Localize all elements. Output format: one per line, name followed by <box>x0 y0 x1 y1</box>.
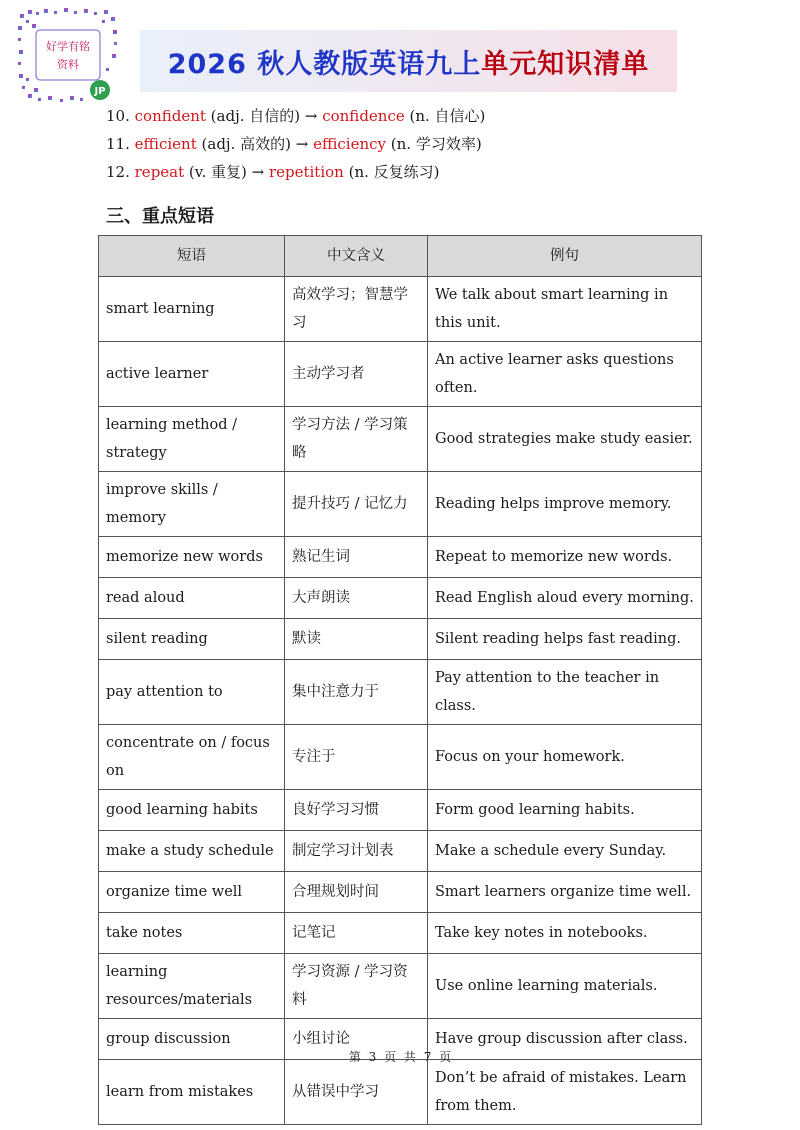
vocab-line <box>106 158 485 186</box>
table-row <box>99 913 702 954</box>
title-part-1: 2026 秋人教版 <box>167 48 370 80</box>
meaning-cell: 高效学习；智慧学习 <box>285 277 428 342</box>
example-cell: An active learner asks questions often. <box>428 342 702 407</box>
meaning-cell: 良好学习习惯 <box>285 790 428 831</box>
header-phrase: 短语 <box>99 236 285 277</box>
example-cell: Repeat to memorize new words. <box>428 537 702 578</box>
example-cell: Use online learning materials. <box>428 954 702 1019</box>
vocab-pos: (adj. 自信的) → <box>205 107 323 125</box>
vocab-number: 11. <box>106 135 130 153</box>
meaning-cell: 记笔记 <box>285 913 428 954</box>
phrases-table <box>98 235 702 1125</box>
meaning-cell: 提升技巧 / 记忆力 <box>285 472 428 537</box>
vocab-word: repeat <box>134 163 185 181</box>
phrase-cell: read aloud <box>99 578 285 619</box>
meaning-cell: 学习方法 / 学习策略 <box>285 407 428 472</box>
page-footer: 第 3 页 共 7 页 <box>348 1050 452 1064</box>
meaning-cell: 默读 <box>285 619 428 660</box>
example-cell: Focus on your homework. <box>428 725 702 790</box>
table-row <box>99 619 702 660</box>
example-cell: Read English aloud every morning. <box>428 578 702 619</box>
table-row <box>99 342 702 407</box>
table-row <box>99 790 702 831</box>
vocab-pos: (n. 学习效率) <box>386 135 482 153</box>
table-row <box>99 537 702 578</box>
meaning-cell: 熟记生词 <box>285 537 428 578</box>
phrase-cell: smart learning <box>99 277 285 342</box>
table-row <box>99 472 702 537</box>
phrase-cell: learn from mistakes <box>99 1060 285 1125</box>
table-row <box>99 660 702 725</box>
vocab-derived-word: repetition <box>268 163 344 181</box>
phrase-cell: take notes <box>99 913 285 954</box>
vocab-pos: (n. 自信心) <box>404 107 486 125</box>
table-row <box>99 277 702 342</box>
phrase-cell: good learning habits <box>99 790 285 831</box>
vocab-line <box>106 102 485 130</box>
table-row <box>99 407 702 472</box>
example-cell: Take key notes in notebooks. <box>428 913 702 954</box>
example-cell: We talk about smart learning in this unit. <box>428 277 702 342</box>
phrase-cell: silent reading <box>99 619 285 660</box>
table-row <box>99 954 702 1019</box>
example-cell: Good strategies make study easier. <box>428 407 702 472</box>
header-example: 例句 <box>428 236 702 277</box>
example-cell: Smart learners organize time well. <box>428 872 702 913</box>
phrase-cell: pay attention to <box>99 660 285 725</box>
example-cell: Pay attention to the teacher in class. <box>428 660 702 725</box>
title-part-2: 英语九上 <box>369 48 482 80</box>
vocab-word: confident <box>134 107 206 125</box>
example-cell: Don’t be afraid of mistakes. Learn from them. <box>428 1060 702 1125</box>
meaning-cell: 合理规划时间 <box>285 872 428 913</box>
meaning-cell: 从错误中学习 <box>285 1060 428 1125</box>
vocab-word: efficient <box>134 135 197 153</box>
meaning-cell: 主动学习者 <box>285 342 428 407</box>
vocab-derived-word: confidence <box>322 107 405 125</box>
section-title: 三、重点短语 <box>106 206 214 227</box>
table-row <box>99 725 702 790</box>
logo-text-line2: 资料 <box>57 58 79 71</box>
phrase-cell: make a study schedule <box>99 831 285 872</box>
example-cell: Reading helps improve memory. <box>428 472 702 537</box>
phrase-cell: concentrate on / focus on <box>99 725 285 790</box>
phrase-cell: group discussion <box>99 1019 285 1060</box>
example-cell: Make a schedule every Sunday. <box>428 831 702 872</box>
vocab-pos: (n. 反复练习) <box>343 163 440 181</box>
logo-text-line1: 好学有铭 <box>46 40 90 53</box>
table-row <box>99 872 702 913</box>
vocab-number: 12. <box>106 163 130 181</box>
vocab-pos: (adj. 高效的) → <box>196 135 314 153</box>
phrase-cell: learning resources/materials <box>99 954 285 1019</box>
table-row <box>99 578 702 619</box>
phrase-cell: active learner <box>99 342 285 407</box>
title-part-3: 单元知识清单 <box>481 48 650 80</box>
page-title-banner <box>140 30 677 92</box>
table-header-row <box>99 236 702 277</box>
example-cell: Silent reading helps fast reading. <box>428 619 702 660</box>
table-row <box>99 1060 702 1125</box>
phrase-cell: organize time well <box>99 872 285 913</box>
table-row <box>99 831 702 872</box>
meaning-cell: 制定学习计划表 <box>285 831 428 872</box>
phrase-cell: learning method / strategy <box>99 407 285 472</box>
phrase-cell: improve skills / memory <box>99 472 285 537</box>
vocab-derived-word: efficiency <box>313 135 387 153</box>
phrase-cell: memorize new words <box>99 537 285 578</box>
vocab-number: 10. <box>106 107 130 125</box>
example-cell: Have group discussion after class. <box>428 1019 702 1060</box>
vocab-list <box>106 102 485 186</box>
vocab-pos: (v. 重复) → <box>184 163 269 181</box>
logo-badge-text: JP <box>94 86 106 97</box>
example-cell: Form good learning habits. <box>428 790 702 831</box>
meaning-cell: 学习资源 / 学习资料 <box>285 954 428 1019</box>
meaning-cell: 小组讨论 <box>285 1019 428 1060</box>
meaning-cell: 集中注意力于 <box>285 660 428 725</box>
meaning-cell: 专注于 <box>285 725 428 790</box>
vocab-line <box>106 130 485 158</box>
header-meaning: 中文含义 <box>285 236 428 277</box>
meaning-cell: 大声朗读 <box>285 578 428 619</box>
logo-qr-badge <box>18 8 118 104</box>
